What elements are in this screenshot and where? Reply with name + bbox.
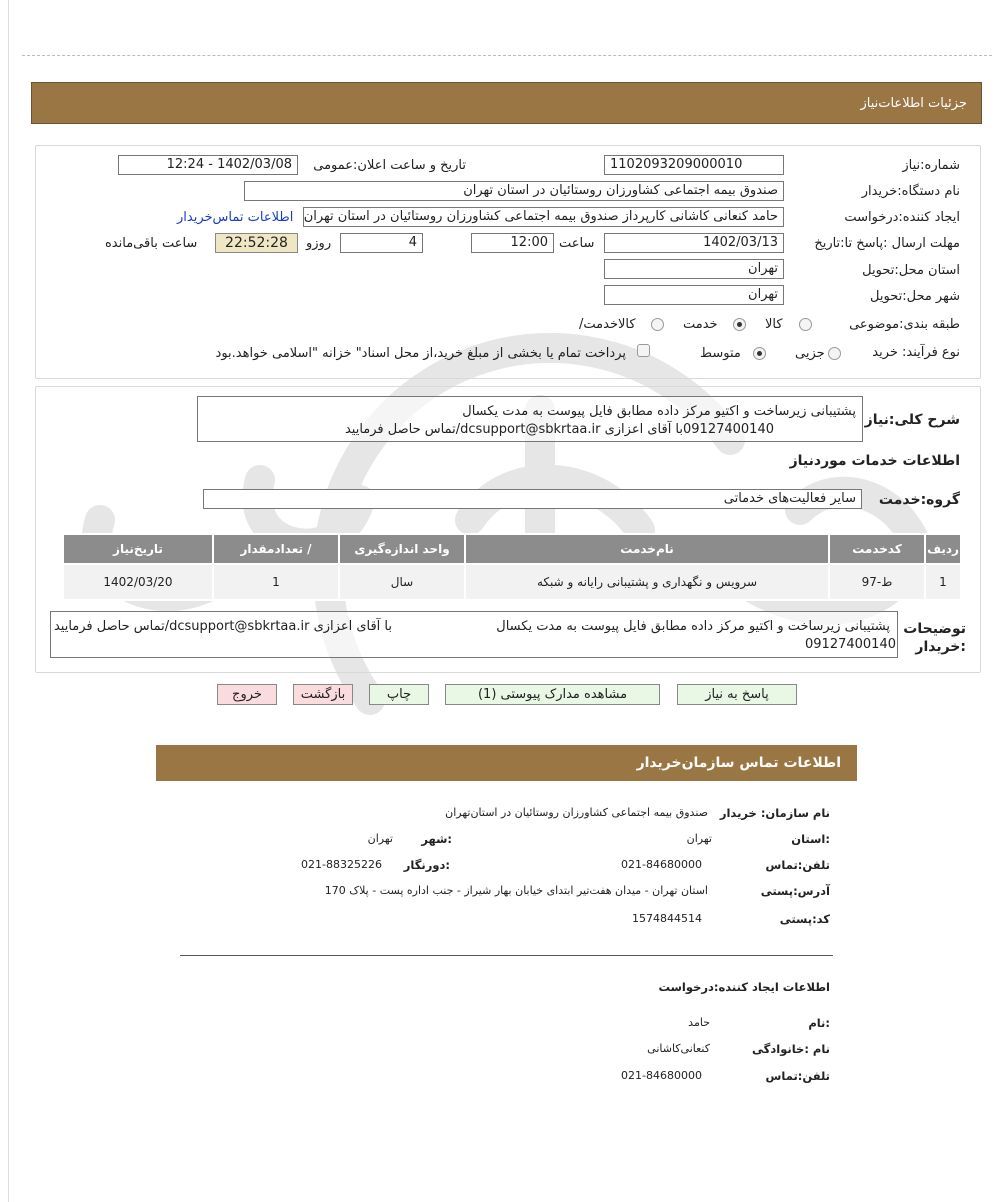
category-radio-service[interactable] bbox=[733, 318, 746, 331]
process-radio-medium[interactable] bbox=[753, 347, 766, 360]
category-option-goods: کالا bbox=[765, 317, 783, 332]
deadline-label: مهلت ارسال :پاسخ تا:تاریخ bbox=[814, 236, 960, 251]
print-button[interactable]: چاپ bbox=[369, 684, 429, 705]
creator-name-label: نام: bbox=[808, 1016, 830, 1030]
creator-phone-label: تلفن:تماس bbox=[765, 1069, 830, 1083]
buyer-notes-line1: پشتیبانی زیرساخت و اکتیو مرکز داده مطابق فایل پیوست به مدت یکسال bbox=[496, 619, 890, 634]
cell-row-no: 1 bbox=[925, 564, 961, 600]
creator-field[interactable]: حامد کنعانی کاشانی کارپرداز صندوق بیمه اجتماعی کشاورزان روستائیان در استان تهران bbox=[303, 207, 784, 227]
creator-label: ایجاد کننده:درخواست bbox=[844, 210, 960, 225]
process-option-medium: متوسط bbox=[700, 346, 741, 361]
city-label: شهر محل:تحویل bbox=[870, 289, 960, 304]
left-border-line bbox=[8, 0, 9, 1202]
cell-quantity: 1 bbox=[213, 564, 339, 600]
contact-phone-value: 021-84680000 bbox=[621, 858, 702, 871]
province-label: استان محل:تحویل bbox=[862, 263, 960, 278]
col-need-date: تاریخ‌نیاز bbox=[63, 534, 213, 564]
contact-section-title: اطلاعات تماس سازمان‌خریدار bbox=[636, 755, 841, 771]
contact-divider bbox=[180, 955, 833, 956]
buyer-notes-label: توضیحات :خریدار bbox=[903, 621, 966, 655]
process-label: نوع فرآیند: خرید bbox=[872, 345, 960, 360]
contact-fax-label: دورنگار: bbox=[403, 858, 450, 872]
category-option-service: خدمت bbox=[683, 317, 718, 332]
process-option-minor: جزیی bbox=[795, 346, 825, 361]
contact-postal-value: 1574844514 bbox=[632, 912, 702, 925]
days-label: روزو bbox=[306, 236, 332, 251]
remaining-time-display: 22:52:28 bbox=[215, 233, 298, 253]
announce-label: تاریخ و ساعت اعلان:عمومی bbox=[313, 158, 466, 173]
col-row-no: ردیف bbox=[925, 534, 961, 564]
table-header-row bbox=[63, 534, 961, 564]
contact-province-value: تهران bbox=[686, 832, 712, 845]
need-summary-line2: 09127400140با آقای اعزازی dcsupport@sbkrtaa.ir/تماس حاصل فرمایید bbox=[344, 422, 774, 437]
creator-name-value: حامد bbox=[688, 1016, 710, 1029]
buyer-contact-link[interactable]: اطلاعات تماس‌خریدار bbox=[177, 210, 294, 225]
need-summary-line1: پشتیبانی زیرساخت و اکتیو مرکز داده مطابق فایل پیوست به مدت یکسال bbox=[462, 404, 856, 419]
contact-city-value: تهران bbox=[367, 832, 393, 845]
col-service-code: کدخدمت bbox=[829, 534, 925, 564]
cell-service-code: ط-97 bbox=[829, 564, 925, 600]
buyer-org-label: نام دستگاه:خریدار bbox=[861, 184, 960, 199]
col-service-name: نام‌خدمت bbox=[465, 534, 829, 564]
buyer-notes-line2: 09127400140 bbox=[805, 637, 896, 652]
need-number-label: شماره:نیاز bbox=[902, 158, 960, 173]
contact-section-header bbox=[156, 745, 857, 781]
top-divider bbox=[22, 55, 992, 56]
process-radio-minor[interactable] bbox=[828, 347, 841, 360]
deadline-time-field[interactable]: 12:00 bbox=[471, 233, 554, 253]
city-field[interactable]: تهران bbox=[604, 285, 784, 305]
services-table bbox=[62, 533, 962, 601]
treasury-payment-checkbox[interactable] bbox=[637, 344, 650, 357]
buyer-notes-line1b: با آقای اعزازی dcsupport@sbkrtaa.ir/تماس حاصل فرمایید bbox=[53, 619, 392, 634]
days-field[interactable]: 4 bbox=[340, 233, 423, 253]
deadline-date-field[interactable]: 1402/03/13 bbox=[604, 233, 784, 253]
contact-province-label: استان: bbox=[791, 832, 830, 846]
contact-city-label: شهر: bbox=[421, 832, 452, 846]
contact-postal-label: کد:پستی bbox=[779, 912, 830, 926]
category-label: طبقه بندی:موضوعی bbox=[849, 317, 960, 332]
col-unit: واحد اندازه‌گیری bbox=[339, 534, 465, 564]
cell-need-date: 1402/03/20 bbox=[63, 564, 213, 600]
service-group-field[interactable]: سایر فعالیت‌های خدماتی bbox=[203, 489, 862, 509]
table-row bbox=[63, 564, 961, 600]
buyer-org-field[interactable]: صندوق بیمه اجتماعی کشاورزان روستائیان در استان تهران bbox=[244, 181, 784, 201]
category-radio-goods-service[interactable] bbox=[651, 318, 664, 331]
contact-org-label: نام سازمان: خریدار bbox=[719, 806, 830, 820]
need-summary-label: شرح کلی:نیاز bbox=[864, 412, 960, 428]
category-radio-goods[interactable] bbox=[799, 318, 812, 331]
announce-datetime-field[interactable]: 1402/03/08 - 12:24 bbox=[118, 155, 298, 175]
cell-service-name: سرویس و نگهداری و پشتیبانی رایانه و شبکه bbox=[465, 564, 829, 600]
contact-address-value: استان تهران - میدان هفت‌تیر ابتدای خیابان بهار شیراز - جنب اداره پست - پلاک 170 bbox=[324, 884, 708, 897]
deadline-time-label: ساعت bbox=[559, 236, 595, 251]
contact-phone-label: تلفن:تماس bbox=[765, 858, 830, 872]
remaining-time-label: ساعت باقی‌مانده bbox=[105, 236, 198, 251]
page-title: جزئیات اطلاعات‌نیاز bbox=[860, 96, 967, 111]
reply-to-need-button[interactable]: پاسخ به نیاز bbox=[677, 684, 797, 705]
category-option-goods-service: /کالاخدمت bbox=[579, 317, 636, 332]
creator-info-title: اطلاعات ایجاد کننده:درخواست bbox=[658, 980, 830, 994]
creator-family-value: کنعانی‌کاشانی bbox=[647, 1042, 710, 1055]
creator-family-label: نام :خانوادگی bbox=[752, 1042, 830, 1056]
contact-address-label: آدرس:پستی bbox=[760, 884, 830, 898]
col-quantity: / تعدادمقدار bbox=[213, 534, 339, 564]
creator-phone-value: 021-84680000 bbox=[621, 1069, 702, 1082]
service-group-label: گروه:خدمت bbox=[878, 492, 960, 508]
page-header bbox=[31, 82, 982, 124]
contact-fax-value: 021-88325226 bbox=[301, 858, 382, 871]
contact-org-value: صندوق بیمه اجتماعی کشاورزان روستائیان در استان‌تهران bbox=[445, 806, 708, 819]
services-heading: اطلاعات خدمات موردنیاز bbox=[789, 453, 960, 469]
back-button[interactable]: بازگشت bbox=[293, 684, 353, 705]
exit-button[interactable]: خروج bbox=[217, 684, 277, 705]
view-attachments-button[interactable]: مشاهده مدارک پیوستی (1) bbox=[445, 684, 660, 705]
need-number-field[interactable]: 1102093209000010 bbox=[604, 155, 784, 175]
province-field[interactable]: تهران bbox=[604, 259, 784, 279]
treasury-payment-note: پرداخت تمام یا بخشی از مبلغ خرید،از محل اسناد" خزانه "اسلامی خواهد.بود bbox=[215, 346, 626, 361]
cell-unit: سال bbox=[339, 564, 465, 600]
